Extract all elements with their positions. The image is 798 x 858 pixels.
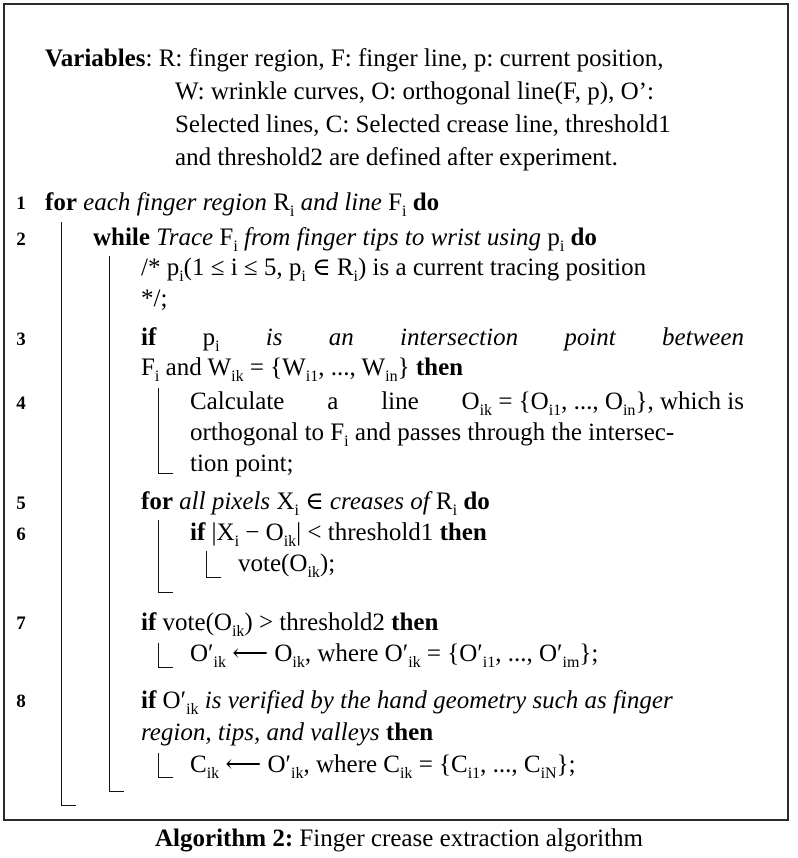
- step-1-for: for each finger region $R_i$ and line $F_i$ do: [45, 189, 440, 220]
- step-8-if: if $O'_{ik}$ is verified by the hand geometry such as finger: [141, 687, 673, 718]
- step-8-assign: $C_{ik}$ ⟵ $O'_{ik}$, where $C_{ik} = \{C_{i1}$, ..., $C_{iN}$};: [190, 751, 576, 782]
- line-number: 1: [16, 193, 26, 214]
- assign-block-end: [158, 667, 173, 668]
- step-6-if: if $|X_i - O_{ik}|$ < threshold1 then: [190, 519, 487, 550]
- vote-block-end: [206, 577, 221, 578]
- vote-block-line: [206, 551, 207, 577]
- step-3-if: if $p_i$ is an intersection point between: [141, 324, 744, 355]
- step-6-vote: $vote(O_{ik})$;: [238, 550, 336, 581]
- step-4-line-1: Calculate a line $O_{ik} = \{O_{i1}$, ..., $O_{in}$}, which is: [190, 388, 744, 419]
- if-block-line: [158, 388, 159, 473]
- line-number: 2: [16, 229, 26, 250]
- variables-line-4: and threshold2 are defined after experiment.: [175, 144, 618, 171]
- while-block-end: [109, 791, 124, 792]
- step-7-assign: $O'_{ik}$ ⟵ $O_{ik}$, where $O'_{ik} = \{O'_{i1}$, ..., $O'_{im}$};: [190, 640, 599, 671]
- step-8-condition: region, tips, and valleys then: [141, 719, 434, 746]
- comment-line-1: /* $p_i(1 \le i \le 5$, $p_i$ ∈ $R_i$) is a current tracing position: [141, 254, 647, 285]
- for-pixels-block-line: [158, 520, 159, 592]
- step-3-condition: $F_i$ and $W_{ik} = \{W_{i1}$, ..., $W_{in}$} then: [141, 354, 464, 385]
- step-4-line-2: orthogonal to $F_i$ and passes through the intersec-: [190, 419, 675, 450]
- step-5-for: for all pixels $X_i$ ∈ creases of $R_i$ do: [141, 488, 490, 519]
- if-block-end: [158, 473, 173, 474]
- for-block-end: [61, 805, 76, 806]
- line-number: 8: [16, 691, 26, 712]
- variables-line-3: Selected lines, C: Selected crease line, threshold1: [175, 111, 671, 138]
- crease-block-end: [158, 777, 173, 778]
- line-number: 6: [16, 524, 26, 545]
- variables-line-2: W: wrinkle curves, O: orthogonal line(F, p), O’:: [175, 78, 654, 105]
- assign-block-line: [158, 643, 159, 667]
- crease-block-line: [158, 753, 159, 777]
- step-7-if: if $vote(O_{ik})$ > threshold2 then: [141, 609, 439, 640]
- step-2-while: while Trace $F_i$ from finger tips to wrist using $p_i$ do: [93, 224, 597, 255]
- algorithm-caption: Algorithm 2: Finger crease extraction algorithm: [154, 825, 644, 852]
- line-number: 3: [16, 329, 26, 350]
- while-block-line: [109, 256, 110, 791]
- step-4-line-3: tion point;: [190, 450, 294, 477]
- line-number: 5: [16, 493, 26, 514]
- comment-line-2: */;: [141, 285, 168, 312]
- for-block-line: [61, 222, 62, 805]
- line-number: 7: [16, 613, 26, 634]
- line-number: 4: [16, 393, 26, 414]
- variables-line-1: Variables: R: finger region, F: finger line, p: current position,: [45, 45, 664, 72]
- for-pixels-block-end: [158, 592, 173, 593]
